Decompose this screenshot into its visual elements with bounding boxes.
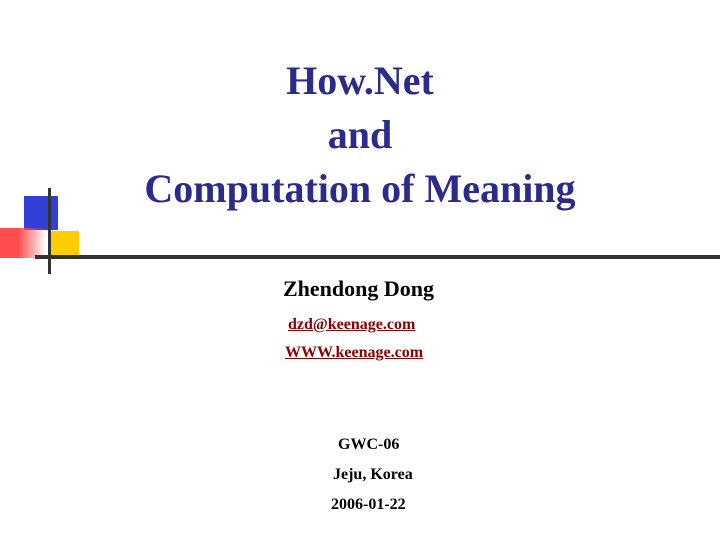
website-link[interactable]: WWW.keenage.com — [285, 344, 424, 361]
title-line-3: Computation of Meaning — [144, 166, 576, 211]
conference-date: 2006-01-22 — [331, 496, 406, 513]
logo-red-square — [0, 228, 46, 258]
email-link[interactable]: dzd@keenage.com — [288, 316, 416, 333]
author-name: Zhendong Dong — [283, 276, 435, 301]
slide-title — [0, 54, 720, 216]
conference-location: Jeju, Korea — [333, 466, 413, 483]
conference-name: GWC-06 — [338, 436, 400, 453]
title-line-1: How.Net — [286, 58, 434, 103]
horizontal-rule — [35, 255, 720, 259]
logo-yellow-square — [51, 231, 79, 258]
title-line-2: and — [327, 112, 393, 157]
